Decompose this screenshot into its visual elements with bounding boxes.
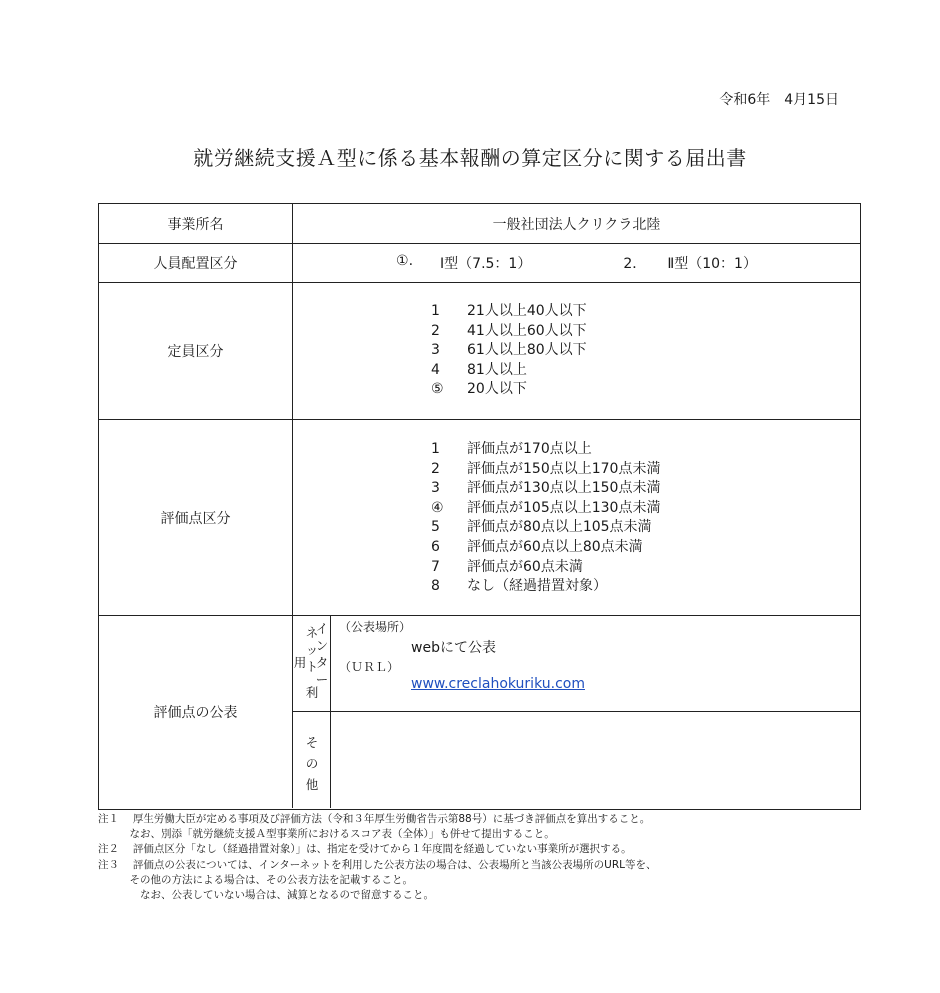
internet-vertical-label <box>293 616 331 711</box>
publication-url-link[interactable]: www.creclahokuriku.com <box>411 676 585 692</box>
staffing-option-1-number: ①. <box>396 253 414 269</box>
footnote-line: 注１ 厚生労働大臣が定める事項及び評価方法（令和３年厚生労働省告示第88号）に基づき評価点を算出すること。 <box>98 813 651 825</box>
footnote-line: 注２ 評価点区分「なし（経過措置対象）」は、指定を受けてから１年度間を経過していない事業所が選択する。 <box>98 843 632 856</box>
staffing-option-1 <box>396 253 531 273</box>
list-item: 1 評価点が170点以上 <box>431 441 592 457</box>
list-item: 2 41人以上60人以下 <box>431 322 587 339</box>
other-vertical-label <box>293 712 331 808</box>
list-item: 4 81人以上 <box>431 361 527 378</box>
footnote-line: なお、公表していない場合は、減算となるので留意すること。 <box>98 889 434 902</box>
list-item: 1 21人以上40人以下 <box>431 303 587 319</box>
publication-place-label: （公表場所） <box>339 620 412 634</box>
list-item: 8 なし（経過措置対象） <box>431 578 607 595</box>
submission-date: 令和6年 4月15日 <box>719 92 839 108</box>
office-name-value: 一般社団法人クリクラ北陸 <box>492 216 661 233</box>
staffing-row <box>99 244 860 283</box>
internet-subrow <box>293 616 860 712</box>
publication-place-value: webにて公表 <box>411 640 496 656</box>
office-name-row <box>99 204 860 244</box>
list-item: 5 評価点が80点以上105点未満 <box>431 519 652 536</box>
list-item: 6 評価点が60点以上80点未満 <box>431 538 643 555</box>
other-label-text: そ の 他 <box>305 735 319 792</box>
office-name-label: 事業所名 <box>99 204 293 243</box>
capacity-label: 定員区分 <box>99 283 293 419</box>
list-item: 3 61人以上80人以下 <box>431 342 587 359</box>
list-item: 7 評価点が60点未満 <box>431 558 583 575</box>
staffing-option-2-number: 2． <box>623 256 647 272</box>
internet-col-3: 利 <box>305 685 319 700</box>
internet-col-4: 用 <box>293 655 307 670</box>
footnote-line: その他の方法による場合は、その公表方法を記載すること。 <box>98 873 413 886</box>
score-label: 評価点区分 <box>99 420 293 615</box>
staffing-option-2 <box>623 253 757 273</box>
publication-label: 評価点の公表 <box>99 616 293 808</box>
list-item: ⑤ 20人以下 <box>431 381 527 398</box>
capacity-list <box>429 302 587 400</box>
list-item: 3 評価点が130点以上150点未満 <box>431 480 661 497</box>
internet-col-2: ネ ッ ト <box>305 625 319 674</box>
footnote-line: 注３ 評価点の公表については、インターネットを利用した公表方法の場合は、公表場所と当該公表場所のURL等を、 <box>98 858 657 871</box>
notification-form-table <box>98 203 861 810</box>
score-row <box>99 420 860 616</box>
capacity-row <box>99 283 860 420</box>
list-item: ④ 評価点が105点以上130点未満 <box>431 499 661 516</box>
other-subrow <box>293 712 860 808</box>
footnotes <box>98 812 657 903</box>
footnote-line: なお、別添「就労継続支援Ａ型事業所におけるスコア表（全体）」も併せて提出すること。 <box>98 828 555 841</box>
staffing-options <box>293 244 860 282</box>
score-list <box>429 440 660 597</box>
publication-url-label: （ＵＲＬ） <box>339 660 400 674</box>
staffing-option-2-text: Ⅱ型（10：1） <box>667 256 757 272</box>
staffing-option-1-text: Ⅰ型（7.5：1） <box>440 256 532 272</box>
document-title: 就労継続支援Ａ型に係る基本報酬の算定区分に関する届出書 <box>193 146 747 170</box>
staffing-label: 人員配置区分 <box>99 244 293 282</box>
internet-col-1: イ ン タ ー <box>315 621 329 687</box>
list-item: 2 評価点が150点以上170点未満 <box>431 460 661 477</box>
publication-row <box>99 616 860 808</box>
